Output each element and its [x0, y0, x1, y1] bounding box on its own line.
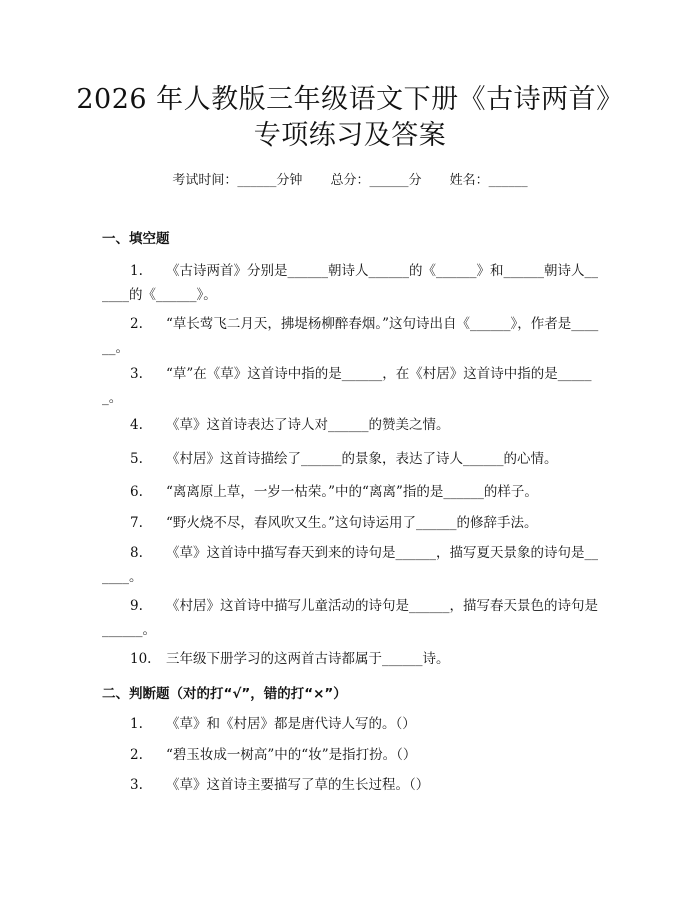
- question-item: [102, 773, 600, 797]
- question-text: “草”在《草》这首诗中指的是______，在《村居》这首诗中指的是______。: [102, 366, 592, 406]
- question-text: 《草》这首诗表达了诗人对______的赞美之情。: [166, 417, 450, 433]
- question-number: 2.: [130, 747, 143, 763]
- question-text: “离离原上草，一岁一枯荣。”中的“离离”指的是______的样子。: [166, 484, 538, 500]
- question-text: “草长莺飞二月天，拂堤杨柳醉春烟。”这句诗出自《______》，作者是______。: [102, 316, 599, 356]
- question-item: [102, 541, 600, 589]
- question-item: [102, 511, 600, 535]
- question-text: 《草》这首诗中描写春天到来的诗句是______，描写夏天景象的诗句是______。: [102, 545, 598, 585]
- question-item: [102, 259, 600, 307]
- question-item: [102, 594, 600, 642]
- exam-info-line: [0, 172, 700, 190]
- question-number: 4.: [130, 417, 143, 433]
- question-text: 《村居》这首诗描绘了______的景象，表达了诗人______的心情。: [166, 451, 558, 467]
- question-number: 9.: [130, 598, 143, 614]
- question-text: 《村居》这首诗中描写儿童活动的诗句是______，描写春天景色的诗句是______。: [102, 598, 598, 638]
- question-item: [102, 647, 600, 671]
- question-number: 3.: [130, 366, 143, 382]
- question-number: 10.: [130, 651, 152, 667]
- question-number: 3.: [130, 777, 143, 793]
- question-number: 7.: [130, 515, 143, 531]
- section-heading-fill-blank: 一、填空题: [102, 231, 170, 247]
- question-text: 《草》和《村居》都是唐代诗人写的。（）: [166, 716, 416, 732]
- exam-score: 总分：______分: [330, 173, 422, 188]
- question-text: “野火烧不尽，春风吹又生。”这句诗运用了______的修辞手法。: [166, 515, 538, 531]
- section-heading-true-false: 二、判断题（对的打“√”，错的打“×”）: [102, 686, 347, 702]
- document-title-line1: 2026 年人教版三年级语文下册《古诗两首》: [76, 84, 624, 115]
- question-number: 2.: [130, 316, 143, 332]
- question-item: [102, 413, 600, 437]
- question-item: [102, 480, 600, 504]
- question-number: 8.: [130, 545, 143, 561]
- question-text: 《古诗两首》分别是______朝诗人______的《______》和______朝诗人______的《______》。: [102, 263, 598, 303]
- question-item: [102, 447, 600, 471]
- question-number: 5.: [130, 451, 143, 467]
- exam-time: 考试时间：______分钟: [172, 173, 303, 188]
- question-text: “碧玉妆成一树高”中的“妆”是指打扮。（）: [166, 747, 417, 763]
- question-number: 1.: [130, 263, 143, 279]
- question-item: [102, 362, 600, 410]
- question-item: [102, 712, 600, 736]
- question-text: 三年级下册学习的这两首古诗都属于______诗。: [166, 651, 450, 667]
- question-number: 1.: [130, 716, 143, 732]
- question-item: [102, 743, 600, 767]
- question-item: [102, 312, 600, 360]
- document-title-line2: 专项练习及答案: [253, 120, 447, 151]
- question-number: 6.: [130, 484, 143, 500]
- student-name: 姓名：______: [449, 173, 528, 188]
- question-text: 《草》这首诗主要描写了草的生长过程。（）: [166, 777, 430, 793]
